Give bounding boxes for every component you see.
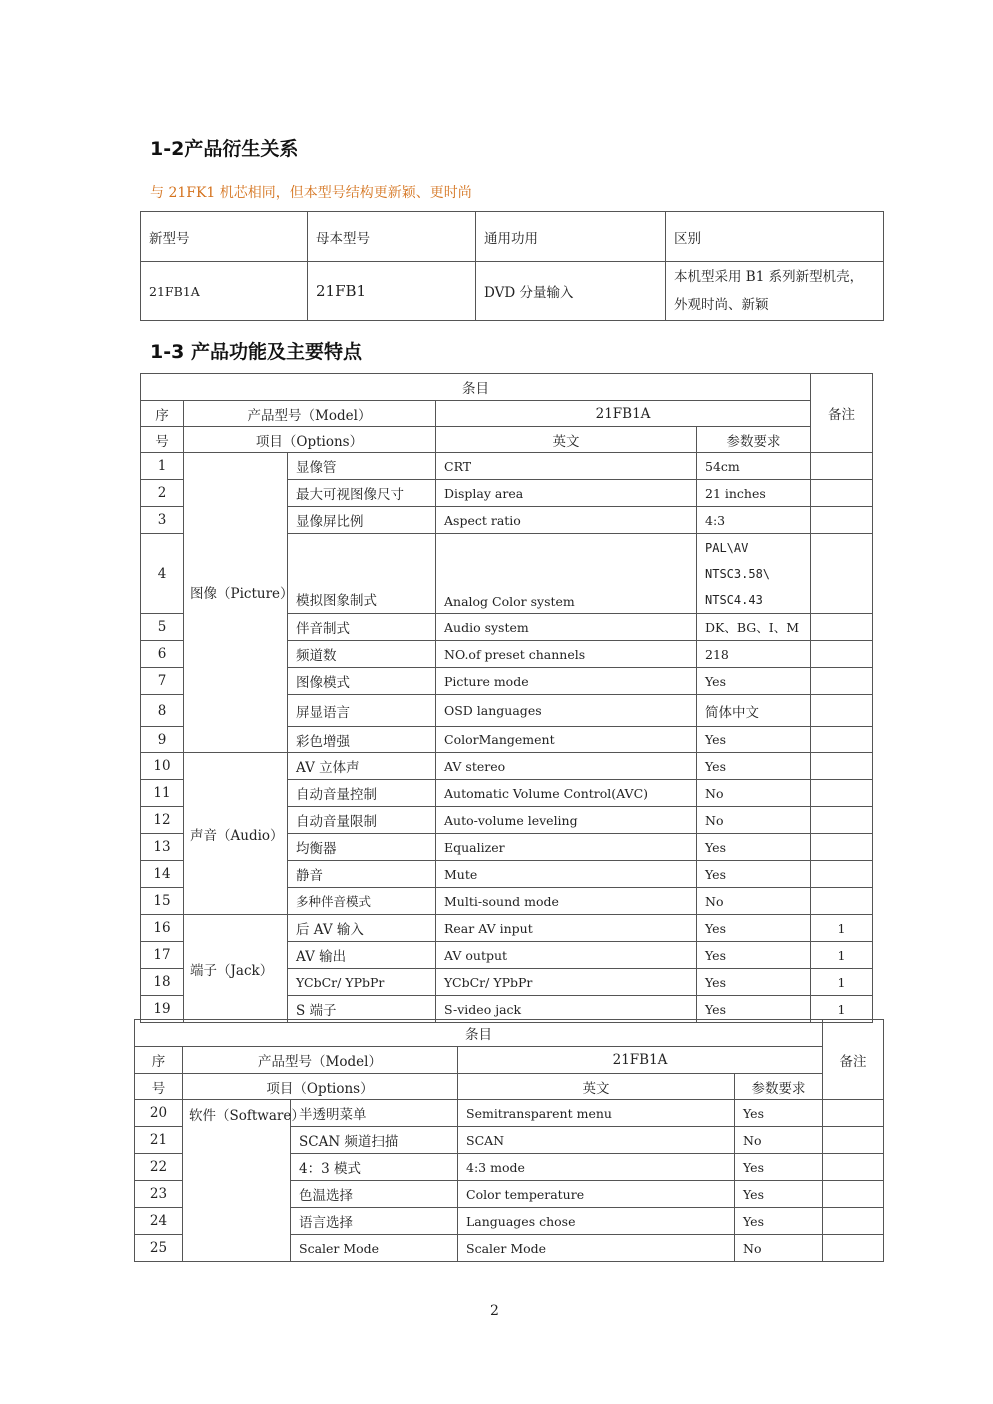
row-english: Languages chose <box>458 1208 735 1235</box>
row-item: 自动音量控制 <box>288 780 436 807</box>
row-item: 显像管 <box>288 453 436 480</box>
seq-header-bottom: 号 <box>141 427 184 453</box>
model-label: 产品型号（Model） <box>183 1047 458 1074</box>
row-remark <box>811 695 873 727</box>
cell-parent-model: 21FB1 <box>308 262 476 321</box>
row-item: 4：3 模式 <box>291 1154 458 1181</box>
row-param: No <box>697 888 811 915</box>
section-1-2-note: 与 21FK1 机芯相同，但本型号结构更新颖、更时尚 <box>150 185 472 201</box>
row-remark <box>811 507 873 534</box>
row-item: 多种伴音模式 <box>288 888 436 915</box>
seq-header-bottom: 号 <box>135 1074 183 1100</box>
row-item: AV 立体声 <box>288 753 436 780</box>
row-item: 模拟图象制式 <box>288 534 436 614</box>
row-param: Yes <box>735 1154 823 1181</box>
row-param: Yes <box>697 915 811 942</box>
derivation-header-row <box>141 212 884 262</box>
row-param: Yes <box>735 1181 823 1208</box>
row-number: 22 <box>135 1154 183 1181</box>
page-number: 2 <box>490 1303 499 1319</box>
options-label: 项目（Options） <box>184 427 436 453</box>
param-header: 参数要求 <box>735 1074 823 1100</box>
row-param: 4:3 <box>697 507 811 534</box>
row-remark <box>811 727 873 753</box>
row-item: 语言选择 <box>291 1208 458 1235</box>
row-param: Yes <box>697 996 811 1023</box>
row-remark <box>811 807 873 834</box>
derivation-table <box>140 211 884 321</box>
row-english: Equalizer <box>436 834 697 861</box>
features-table-a <box>140 373 873 1023</box>
row-english: AV output <box>436 942 697 969</box>
row-remark <box>811 641 873 668</box>
row-remark <box>811 534 873 614</box>
row-english: Picture mode <box>436 668 697 695</box>
row-english: Scaler Mode <box>458 1235 735 1262</box>
row-english: Automatic Volume Control(AVC) <box>436 780 697 807</box>
row-remark <box>811 480 873 507</box>
row-english: Analog Color system <box>436 534 697 614</box>
row-english: Mute <box>436 861 697 888</box>
row-param: Yes <box>735 1100 823 1127</box>
row-english: Rear AV input <box>436 915 697 942</box>
row-param: No <box>735 1127 823 1154</box>
row-english: ColorMangement <box>436 727 697 753</box>
row-param: Yes <box>697 942 811 969</box>
row-number: 1 <box>141 453 184 480</box>
row-english: Auto-volume leveling <box>436 807 697 834</box>
row-param: Yes <box>697 969 811 996</box>
row-item: AV 输出 <box>288 942 436 969</box>
row-remark <box>811 834 873 861</box>
cell-difference <box>666 262 884 321</box>
row-number: 13 <box>141 834 184 861</box>
row-number: 17 <box>141 942 184 969</box>
options-label: 项目（Options） <box>183 1074 458 1100</box>
row-english: NO.of preset channels <box>436 641 697 668</box>
row-param: DK、BG、I、M <box>697 614 811 641</box>
row-number: 8 <box>141 695 184 727</box>
row-item: SCAN 频道扫描 <box>291 1127 458 1154</box>
row-number: 4 <box>141 534 184 614</box>
group-software: 软件（Software） <box>183 1100 291 1262</box>
remark-header: 备注 <box>811 374 873 453</box>
row-remark <box>823 1100 884 1127</box>
row-param: Yes <box>697 753 811 780</box>
param-header: 参数要求 <box>697 427 811 453</box>
row-item: 伴音制式 <box>288 614 436 641</box>
row-number: 20 <box>135 1100 183 1127</box>
english-header: 英文 <box>458 1074 735 1100</box>
row-number: 14 <box>141 861 184 888</box>
row-number: 15 <box>141 888 184 915</box>
row-item: 显像屏比例 <box>288 507 436 534</box>
row-item: 频道数 <box>288 641 436 668</box>
row-number: 24 <box>135 1208 183 1235</box>
row-english: Aspect ratio <box>436 507 697 534</box>
row-remark: 1 <box>811 996 873 1023</box>
row-param: Yes <box>697 834 811 861</box>
row-param: Yes <box>735 1208 823 1235</box>
row-item: 均衡器 <box>288 834 436 861</box>
row-english: Audio system <box>436 614 697 641</box>
row-number: 19 <box>141 996 184 1023</box>
header-new-model: 新型号 <box>141 212 308 262</box>
row-item: 色温选择 <box>291 1181 458 1208</box>
row-param: No <box>697 807 811 834</box>
param-line: NTSC4.43 <box>705 592 763 607</box>
row-english: Display area <box>436 480 697 507</box>
row-param-multi <box>697 534 811 614</box>
row-param: 54cm <box>697 453 811 480</box>
row-item: S 端子 <box>288 996 436 1023</box>
row-remark <box>823 1127 884 1154</box>
group-jack: 端子（Jack） <box>184 915 288 1023</box>
row-remark <box>823 1154 884 1181</box>
row-param: Yes <box>697 727 811 753</box>
row-remark <box>811 668 873 695</box>
row-english: 4:3 mode <box>458 1154 735 1181</box>
remark-header: 备注 <box>823 1020 884 1100</box>
row-number: 6 <box>141 641 184 668</box>
row-remark <box>823 1181 884 1208</box>
row-item: 图像模式 <box>288 668 436 695</box>
row-english: AV stereo <box>436 753 697 780</box>
row-number: 23 <box>135 1181 183 1208</box>
row-param: 218 <box>697 641 811 668</box>
difference-line-1: 本机型采用 B1 系列新型机壳， <box>674 269 864 285</box>
row-remark <box>823 1235 884 1262</box>
row-remark <box>823 1208 884 1235</box>
header-common-function: 通用功用 <box>476 212 666 262</box>
row-item: 最大可视图像尺寸 <box>288 480 436 507</box>
row-number: 18 <box>141 969 184 996</box>
row-item: 静音 <box>288 861 436 888</box>
difference-line-2: 外观时尚、新颖 <box>674 297 769 313</box>
header-difference: 区别 <box>666 212 884 262</box>
row-english: YCbCr/ YPbPr <box>436 969 697 996</box>
param-line: PAL\AV <box>705 540 749 555</box>
section-1-2-heading: 1-2产品衍生关系 <box>150 138 299 160</box>
row-number: 16 <box>141 915 184 942</box>
row-remark <box>811 453 873 480</box>
model-value: 21FB1A <box>436 401 811 427</box>
row-item: 彩色增强 <box>288 727 436 753</box>
derivation-data-row <box>141 262 884 321</box>
row-param: No <box>697 780 811 807</box>
item-header: 条目 <box>135 1020 823 1047</box>
table-row <box>141 753 873 780</box>
row-item: 屏显语言 <box>288 695 436 727</box>
row-english: S-video jack <box>436 996 697 1023</box>
row-english: CRT <box>436 453 697 480</box>
row-remark: 1 <box>811 969 873 996</box>
header-parent-model: 母本型号 <box>308 212 476 262</box>
row-english: Color temperature <box>458 1181 735 1208</box>
row-number: 11 <box>141 780 184 807</box>
row-english: Multi-sound mode <box>436 888 697 915</box>
model-value: 21FB1A <box>458 1047 823 1074</box>
row-param: Yes <box>697 861 811 888</box>
row-number: 3 <box>141 507 184 534</box>
row-remark <box>811 888 873 915</box>
english-header: 英文 <box>436 427 697 453</box>
row-remark: 1 <box>811 942 873 969</box>
row-remark <box>811 753 873 780</box>
row-number: 12 <box>141 807 184 834</box>
row-item: 半透明菜单 <box>291 1100 458 1127</box>
row-number: 21 <box>135 1127 183 1154</box>
item-header: 条目 <box>141 374 811 401</box>
row-remark <box>811 780 873 807</box>
group-picture: 图像（Picture） <box>184 453 288 753</box>
row-item: YCbCr/ YPbPr <box>288 969 436 996</box>
row-number: 2 <box>141 480 184 507</box>
row-number: 7 <box>141 668 184 695</box>
row-english: Semitransparent menu <box>458 1100 735 1127</box>
cell-common-function: DVD 分量输入 <box>476 262 666 321</box>
row-remark <box>811 861 873 888</box>
model-label: 产品型号（Model） <box>184 401 436 427</box>
cell-new-model: 21FB1A <box>141 262 308 321</box>
row-number: 10 <box>141 753 184 780</box>
row-number: 5 <box>141 614 184 641</box>
row-item: Scaler Mode <box>291 1235 458 1262</box>
row-remark: 1 <box>811 915 873 942</box>
row-param: Yes <box>697 668 811 695</box>
row-remark <box>811 614 873 641</box>
seq-header-top: 序 <box>141 401 184 427</box>
row-param: 21 inches <box>697 480 811 507</box>
features-table-b <box>134 1019 884 1262</box>
seq-header-top: 序 <box>135 1047 183 1074</box>
row-english: SCAN <box>458 1127 735 1154</box>
row-english: OSD languages <box>436 695 697 727</box>
table-row <box>141 915 873 942</box>
row-param: 简体中文 <box>697 695 811 727</box>
row-item: 后 AV 输入 <box>288 915 436 942</box>
row-number: 25 <box>135 1235 183 1262</box>
table-row <box>141 453 873 480</box>
row-param: No <box>735 1235 823 1262</box>
param-line: NTSC3.58\ <box>705 566 771 581</box>
group-audio: 声音（Audio） <box>184 753 288 915</box>
row-number: 9 <box>141 727 184 753</box>
row-item: 自动音量限制 <box>288 807 436 834</box>
table-row <box>135 1100 884 1127</box>
section-1-3-heading: 1-3 产品功能及主要特点 <box>150 341 362 363</box>
